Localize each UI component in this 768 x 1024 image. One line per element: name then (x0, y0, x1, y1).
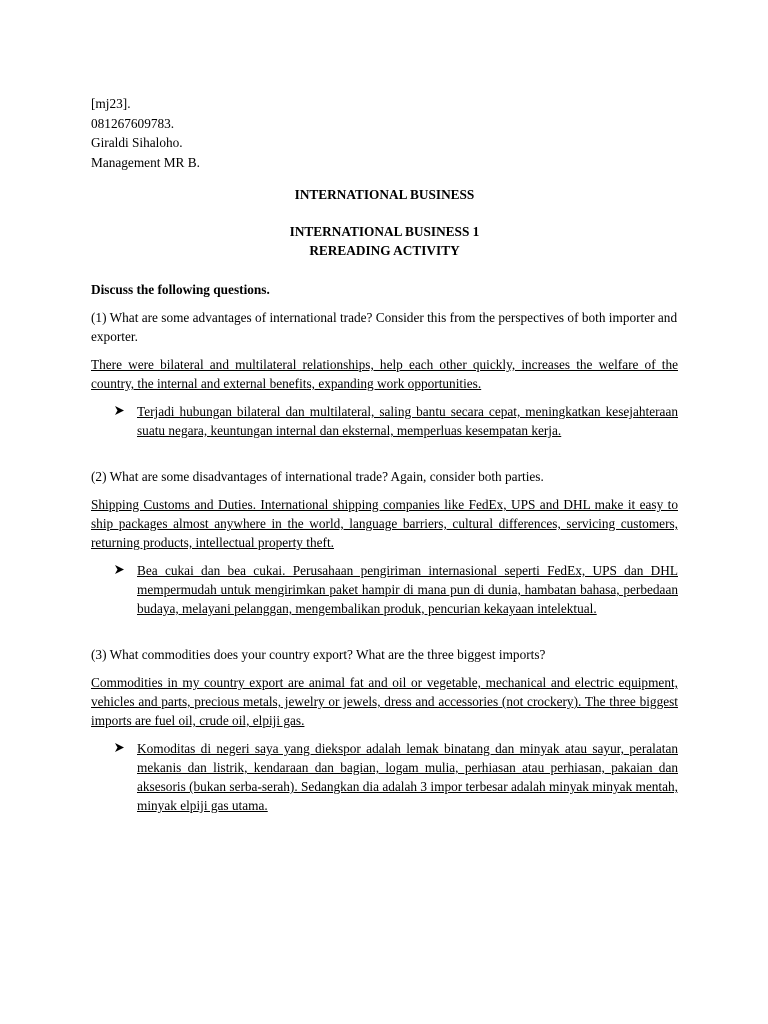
subtitle-block (91, 222, 678, 260)
arrowhead-bullet-icon (114, 402, 137, 421)
question-2: (2) What are some disadvantages of international trade? Again, consider both parties. (91, 469, 544, 484)
document-page (91, 94, 678, 815)
subtitle-activity: REREADING ACTIVITY (309, 243, 460, 258)
translation-3: Komoditas di negeri saya yang diekspor adalah lemak binatang dan minyak atau sayur, peralatan mekanis dan listrik, kendaraan dan bagian, logam mulia, perhiasan atau perhiasan, pakaian dan aksesoris (bukan serba-serah). Sedangkan dia adalah 3 impor terbesar adalah minyak minyak mentah, minyak elpiji gas utama. (137, 741, 678, 813)
header-line-code: [mj23]. (91, 96, 131, 111)
header-line-class: Management MR B. (91, 154, 200, 170)
translation-1: Terjadi hubungan bilateral dan multilateral, saling bantu secara cepat, meningkatkan kesejahteraan suatu negara, keuntungan internal dan eksternal, memperluas kesempatan kerja. (137, 404, 678, 438)
subtitle-course: INTERNATIONAL BUSINESS 1 (289, 224, 480, 239)
arrowhead-bullet-icon (114, 739, 137, 758)
translation-item-3 (91, 739, 678, 815)
header-line-name: Giraldi Sihaloho. (91, 135, 183, 150)
translation-2: Bea cukai dan bea cukai. Perusahaan pengiriman internasional seperti FedEx, UPS dan DHL mempermudah untuk mengirimkan paket hampir di mana pun di dunia, hambatan bahasa, perbedaan budaya, melayani pelanggan, mengembalikan produk, pencurian kekayaan intelektual. (137, 563, 678, 616)
translation-item-2 (91, 561, 678, 618)
arrowhead-bullet-icon (114, 561, 137, 580)
instruction-text: Discuss the following questions. (91, 282, 270, 297)
answer-1: There were bilateral and multilateral relationships, help each other quickly, increases the welfare of the country, the internal and external benefits, expanding work opportunities. (91, 357, 678, 391)
question-3: (3) What commodities does your country export? What are the three biggest imports? (91, 647, 546, 662)
document-title: INTERNATIONAL BUSINESS (294, 187, 475, 202)
answer-3: Commodities in my country export are animal fat and oil or vegetable, mechanical and electric equipment, vehicles and parts, precious metals, jewelry or jewels, dress and accessories (not crockery). The three biggest imports are fuel oil, crude oil, elpiji gas. (91, 675, 678, 728)
header-block (91, 94, 678, 172)
answer-2: Shipping Customs and Duties. International shipping companies like FedEx, UPS and DHL make it easy to ship packages almost anywhere in the world, language barriers, cultural differences, servicing customers, returning products, intellectual property theft. (91, 497, 678, 550)
translation-item-1 (91, 402, 678, 440)
header-line-phone: 081267609783. (91, 115, 175, 131)
question-1: (1) What are some advantages of international trade? Consider this from the perspectives of both importer and exporter. (91, 310, 678, 344)
